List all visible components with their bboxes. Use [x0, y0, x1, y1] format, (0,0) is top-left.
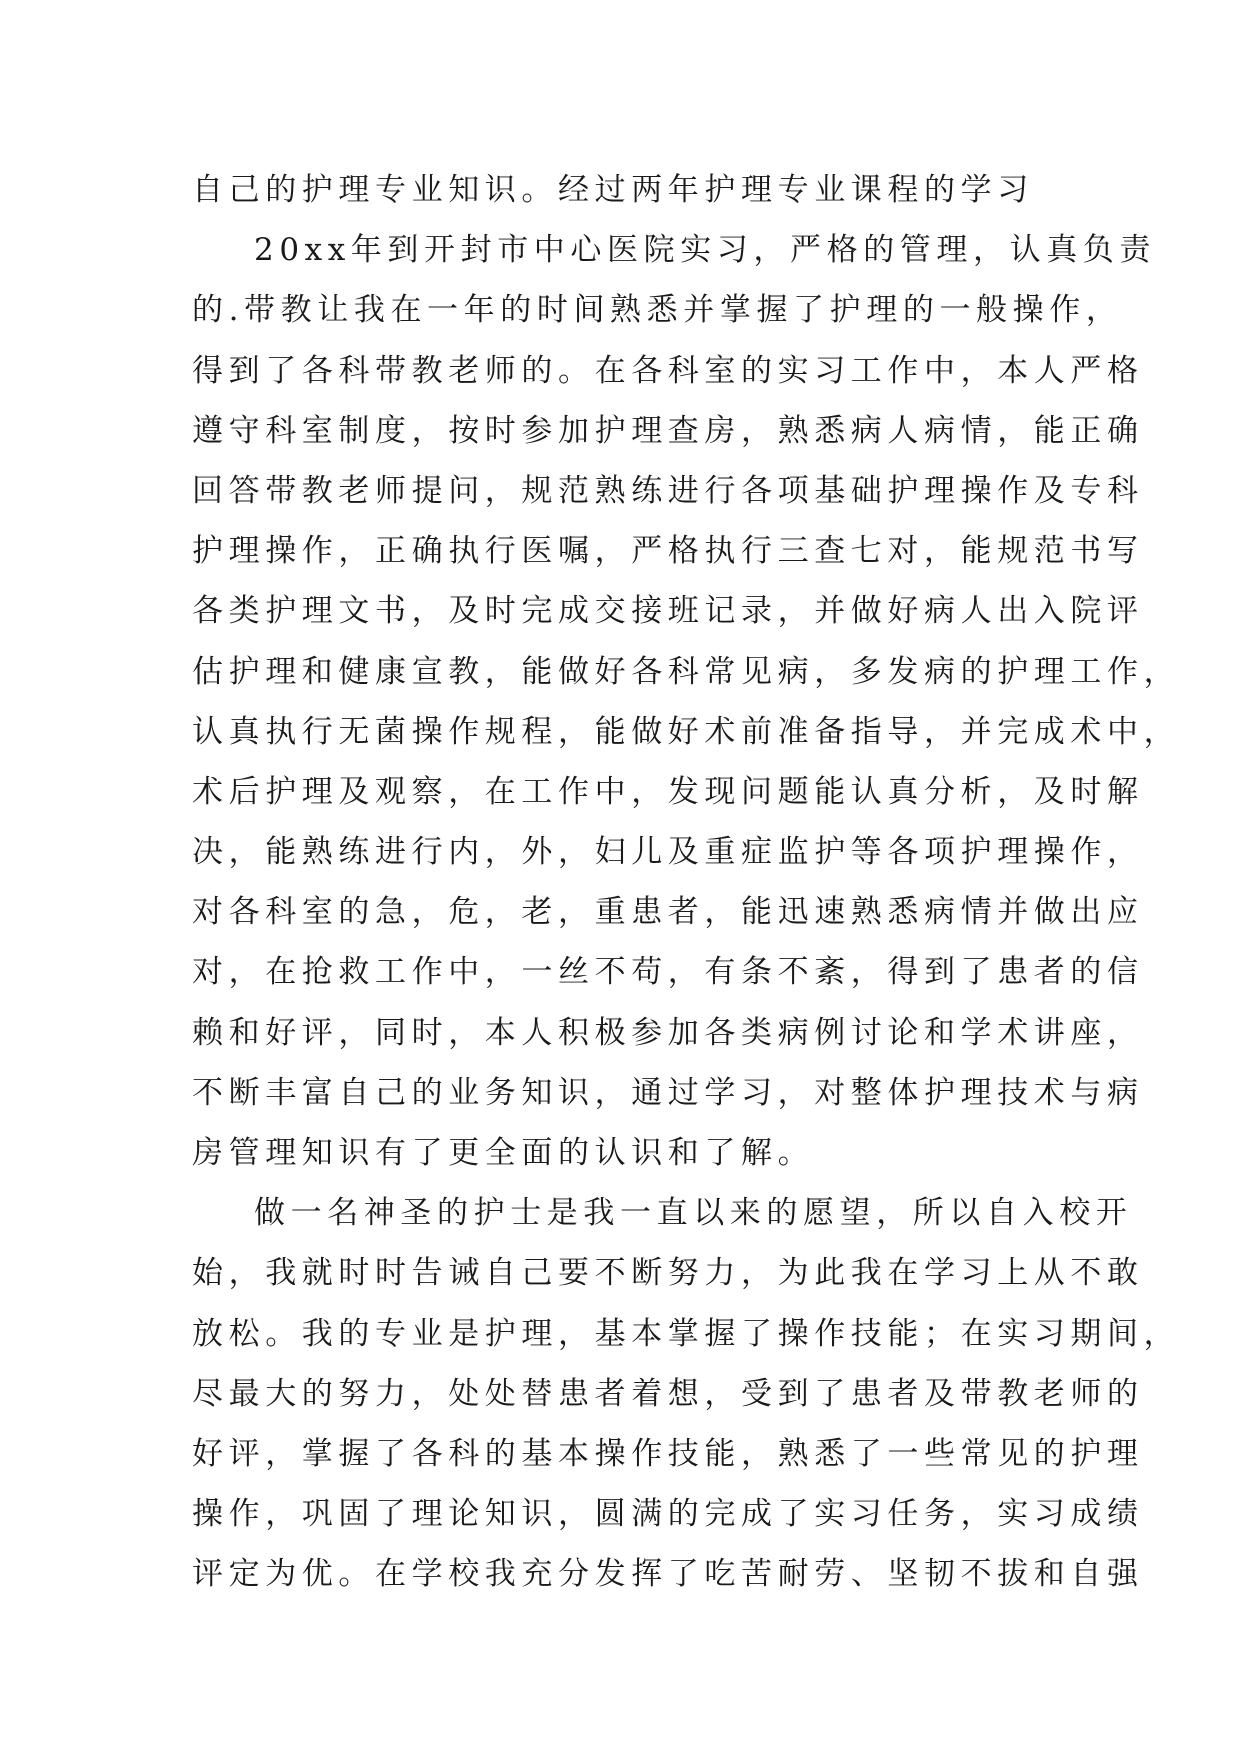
text-line: 决，能熟练进行内，外，妇儿及重症监护等各项护理操作，	[192, 834, 1144, 871]
text-line: 术后护理及观察，在工作中，发现问题能认真分析，及时解	[192, 773, 1144, 810]
text-line: 好评，掌握了各科的基本操作技能，熟悉了一些常见的护理	[192, 1435, 1144, 1472]
text-line: 各类护理文书，及时完成交接班记录，并做好病人出入院评	[192, 593, 1144, 630]
text-line: 遵守科室制度，按时参加护理查房，熟悉病人病情，能正确	[192, 412, 1144, 449]
text-line: 始，我就时时告诫自己要不断努力，为此我在学习上从不敢	[192, 1255, 1144, 1292]
text-line: 尽最大的努力，处处替患者着想，受到了患者及带教老师的	[192, 1375, 1144, 1412]
text-line: 对，在抢救工作中，一丝不苟，有条不紊，得到了患者的信	[192, 954, 1144, 991]
text-line: 放松。我的专业是护理，基本掌握了操作技能；在实习期间，	[192, 1315, 1181, 1352]
text-line: 认真执行无菌操作规程，能做好术前准备指导，并完成术中，	[192, 713, 1181, 750]
text-line: 估护理和健康宣教，能做好各科常见病，多发病的护理工作，	[192, 653, 1181, 690]
text-line: 得到了各科带教老师的。在各科室的实习工作中，本人严格	[192, 352, 1144, 389]
text-line: 评定为优。在学校我充分发挥了吃苦耐劳、坚韧不拔和自强	[192, 1556, 1144, 1593]
text-line: 护理操作，正确执行医嘱，严格执行三查七对，能规范书写	[192, 533, 1144, 570]
text-line: 自己的护理专业知识。经过两年护理专业课程的学习	[192, 172, 1034, 208]
text-line: 赖和好评，同时，本人积极参加各类病例讨论和学术讲座，	[192, 1014, 1144, 1051]
text-line: 回答带教老师提问，规范熟练进行各项基础护理操作及专科	[192, 472, 1144, 509]
text-line: 对各科室的急，危，老，重患者，能迅速熟悉病情并做出应	[192, 894, 1144, 931]
text-line: 20xx年到开封市中心医院实习，严格的管理，认真负责	[254, 232, 1157, 269]
text-line: 不断丰富自己的业务知识，通过学习，对整体护理技术与病	[192, 1074, 1144, 1111]
text-line: 操作，巩固了理论知识，圆满的完成了实习任务，实习成绩	[192, 1496, 1144, 1533]
text-line: 房管理知识有了更全面的认识和了解。	[192, 1135, 815, 1171]
text-line: 的.带教让我在一年的时间熟悉并掌握了护理的一般操作，	[192, 292, 1123, 329]
body-text	[192, 160, 1181, 1605]
text-line: 做一名神圣的护士是我一直以来的愿望，所以自入校开	[254, 1195, 1133, 1232]
